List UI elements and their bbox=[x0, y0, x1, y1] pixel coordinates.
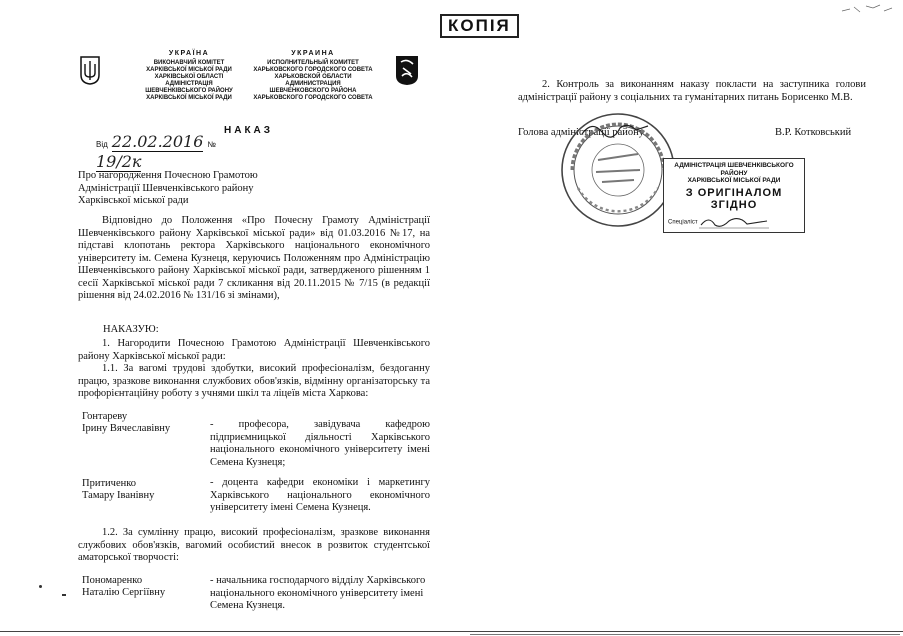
header-ru-line: ШЕВЧЕНКОВСКОГО РАЙОНА bbox=[269, 88, 357, 94]
header-ru-line: ХАРЬКОВСКОГО ГОРОДСКОГО СОВЕТА bbox=[253, 95, 373, 101]
item-1: 1. Нагородити Почесною Грамотою Адміністрації Шевченківського району Харківської міської ради: bbox=[78, 338, 430, 362]
signature-name: В.Р. Котковський bbox=[775, 127, 852, 138]
header-ua-line: ВИКОНАВЧИЙ КОМІТЕТ bbox=[153, 60, 225, 66]
number-prefix: № bbox=[207, 140, 216, 149]
item-1-2: 1.2. За сумлінну працю, високий професіоналізм, зразкове виконання службових обов'язків, вагомий особистий внесок в розвиток студентської аматорської творчості: bbox=[78, 527, 430, 563]
header-ua-line: ХАРКІВСЬКОЇ МІСЬКОЇ РАДИ bbox=[146, 67, 232, 73]
preamble: Відповідно до Положення «Про Почесну Грамоту Адміністрації Шевченківського району Харківської міської ради» від 01.03.2016 №17, на підставі клопотань ректора Харківського національного економічного університету ім. Семена Кузнеця, керуючись Положенням про Адміністрацію Шевченківського району Харківської міської ради, затвердженого рішенням 1 сесії Харківської міської ради 7 скликання від 20.11.2015 № 7/15 (в редакції рішення від 24.02.2016 № 131/16 зі змінами), bbox=[78, 215, 430, 301]
person-desc: - професора, завідувача кафедрою підприємницької діяльності Харківського національного економічного університету імені Семена Кузнеця; bbox=[210, 419, 430, 468]
scan-dot bbox=[39, 585, 42, 588]
header-ua-line: ШЕВЧЕНКІВСЬКОГО РАЙОНУ bbox=[145, 88, 233, 94]
true-copy-stamp-signer bbox=[668, 215, 800, 229]
corner-scribble-icon bbox=[840, 3, 895, 15]
number-handwritten: 19/2к bbox=[96, 152, 142, 171]
header-ua-line: АДМІНІСТРАЦІЯ bbox=[165, 81, 213, 87]
header-ru-line: ХАРЬКОВСКОГО ГОРОДСКОГО СОВЕТА bbox=[253, 67, 373, 73]
true-copy-stamp-line: ХАРКІВСЬКОЇ МІСЬКОЇ РАДИ bbox=[687, 177, 781, 184]
signature-position: Голова адміністрації району bbox=[518, 127, 644, 138]
person-surname: Гонтареву bbox=[82, 411, 128, 422]
person-surname: Притиченко bbox=[82, 478, 137, 489]
person-surname: Пономаренко bbox=[82, 575, 143, 586]
true-copy-stamp-signer-label: Спеціаліст bbox=[668, 219, 698, 226]
signature-scribble-icon bbox=[580, 118, 650, 145]
city-emblem-icon bbox=[394, 54, 420, 91]
person-name: Наталію Сергіївну bbox=[82, 587, 166, 598]
person-desc: - доцента кафедри економіки і маркетингу Харківського національного економічного університету імені Семена Кузнеця. bbox=[210, 477, 430, 513]
stamp-signature-scribble-icon bbox=[699, 215, 769, 229]
header-ua-line: ХАРКІВСЬКОЇ МІСЬКОЇ РАДИ bbox=[146, 95, 232, 101]
doc-type-title: НАКАЗ bbox=[224, 125, 274, 136]
trident-emblem-icon bbox=[79, 55, 101, 90]
date-line bbox=[96, 132, 246, 172]
header-ua-line: ХАРКІВСЬКОЇ ОБЛАСТІ bbox=[154, 74, 224, 80]
item-2: 2. Контроль за виконанням наказу покласти на заступника голови адміністрації району з соціальних та гуманітарних питань Борисенко М.В. bbox=[518, 79, 866, 103]
person-name: Тамару Іванівну bbox=[82, 490, 155, 501]
true-copy-stamp-main: З ОРИГІНАЛОМ ЗГІДНО bbox=[685, 186, 783, 211]
header-ru-line: АДМИНИСТРАЦИЯ bbox=[285, 81, 341, 87]
item-1-1: 1.1. За вагомі трудові здобутки, високий професіоналізм, бездоганну працю, зразкове виконання службових обов'язків, відмінну організаторську та профорієнтаційну роботу з учнями шкіл та ліцеїв міста Харкова: bbox=[78, 363, 430, 399]
top-corner-mark bbox=[840, 2, 895, 14]
subject: Про нагородження Почесною Грамотою Адміністрації Шевченківського району Харківської міської ради bbox=[78, 170, 258, 206]
date-prefix: Від bbox=[96, 140, 108, 149]
header-ru-line: ХАРЬКОВСКОЙ ОБЛАСТИ bbox=[274, 74, 352, 80]
header-ua-country: УКРАЇНА bbox=[168, 50, 210, 57]
header-ua bbox=[130, 50, 248, 102]
true-copy-stamp bbox=[663, 158, 805, 233]
scan-edge-line bbox=[0, 631, 903, 632]
header-ru bbox=[250, 50, 376, 102]
scan-dot bbox=[62, 594, 66, 596]
scan-edge-line bbox=[470, 634, 900, 635]
header-ru-line: ИСПОЛНИТЕЛЬНЫЙ КОМИТЕТ bbox=[267, 60, 359, 66]
person-desc: - начальника господарчого відділу Харківського національного економічного університету імені Семена Кузнеця. bbox=[210, 575, 426, 611]
order-word: НАКАЗУЮ: bbox=[103, 324, 159, 335]
true-copy-stamp-line: АДМІНІСТРАЦІЯ ШЕВЧЕНКІВСЬКОГО РАЙОНУ bbox=[674, 162, 794, 177]
copy-stamp: КОПІЯ bbox=[440, 14, 519, 38]
date-handwritten: 22.02.2016 bbox=[111, 132, 204, 151]
header-ru-country: УКРАИНА bbox=[291, 50, 335, 57]
person-name: Ірину Вячеславівну bbox=[82, 423, 171, 434]
